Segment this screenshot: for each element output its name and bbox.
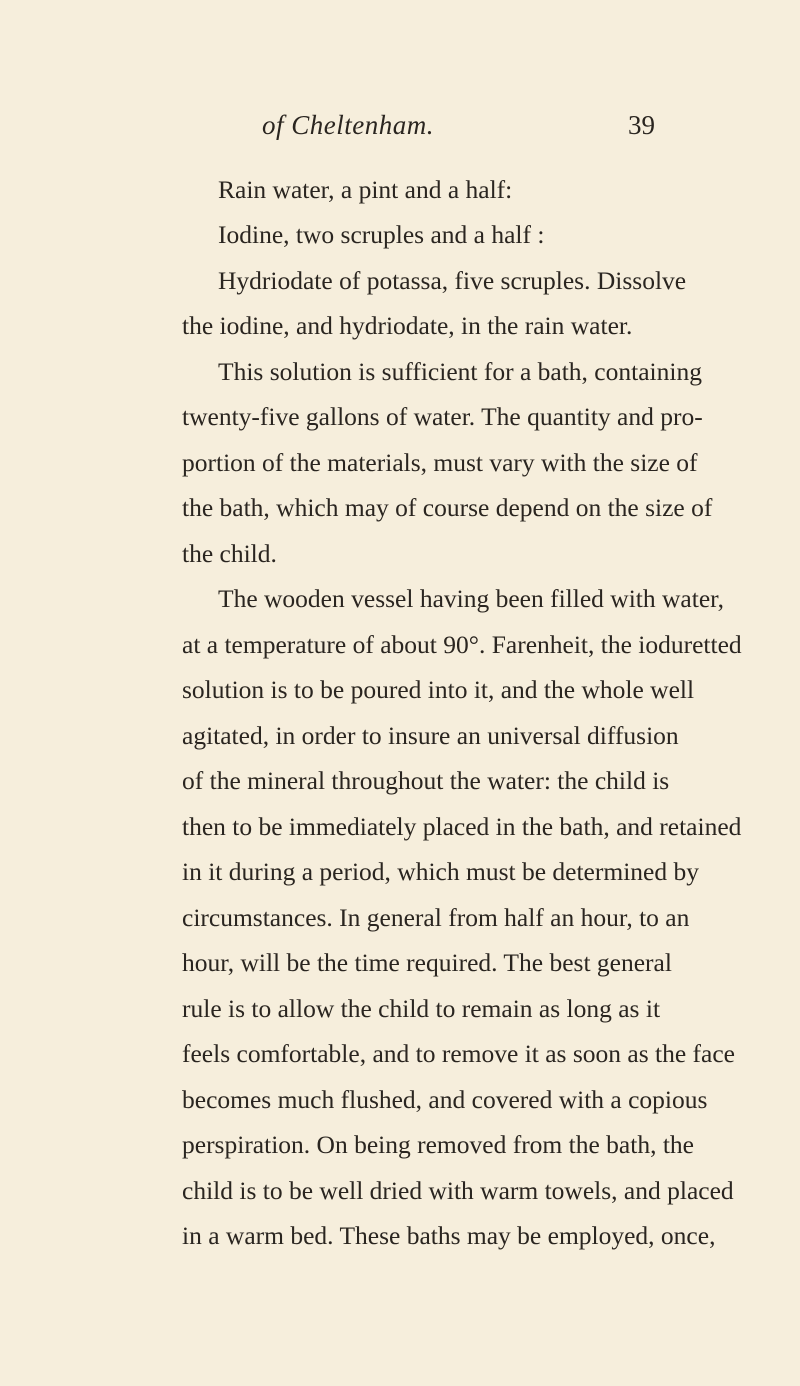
text-line: child is to be well dried with warm towels, and placed xyxy=(182,1176,734,1205)
page-number: 39 xyxy=(628,110,655,140)
text-line: perspiration. On being removed from the bath, the xyxy=(182,1130,694,1159)
text-line: the iodine, and hydriodate, in the rain water. xyxy=(182,311,633,340)
text-line: at a temperature of about 90°. Farenheit, the ioduretted xyxy=(182,630,742,659)
running-head xyxy=(0,110,800,150)
text-line: then to be immediately placed in the bath, and retained xyxy=(182,812,742,841)
text-line: feels comfortable, and to remove it as soon as the face xyxy=(182,1039,735,1068)
text-line: agitated, in order to insure an universal diffusion xyxy=(182,721,679,750)
text-line: the child. xyxy=(182,539,277,568)
text-line: Rain water, a pint and a half: xyxy=(218,175,513,204)
text-line: Iodine, two scruples and a half : xyxy=(218,220,545,249)
text-line: of the mineral throughout the water: the child is xyxy=(182,766,670,795)
running-title: of Cheltenham. xyxy=(262,110,434,140)
text-line: solution is to be poured into it, and the whole well xyxy=(182,675,695,704)
text-line: circumstances. In general from half an hour, to an xyxy=(182,903,690,932)
text-line: in a warm bed. These baths may be employed, once, xyxy=(182,1221,716,1250)
text-line: hour, will be the time required. The best general xyxy=(182,948,672,977)
text-line: twenty-five gallons of water. The quantity and pro- xyxy=(182,402,703,431)
text-line: The wooden vessel having been filled with water, xyxy=(218,584,724,613)
text-line: becomes much flushed, and covered with a copious xyxy=(182,1085,708,1114)
text-line: the bath, which may of course depend on the size of xyxy=(182,493,713,522)
text-line: in it during a period, which must be determined by xyxy=(182,857,699,886)
text-line: portion of the materials, must vary with the size of xyxy=(182,448,698,477)
text-line: Hydriodate of potassa, five scruples. Dissolve xyxy=(218,266,687,295)
text-line: rule is to allow the child to remain as long as it xyxy=(182,994,661,1023)
text-line: This solution is sufficient for a bath, containing xyxy=(218,357,702,386)
